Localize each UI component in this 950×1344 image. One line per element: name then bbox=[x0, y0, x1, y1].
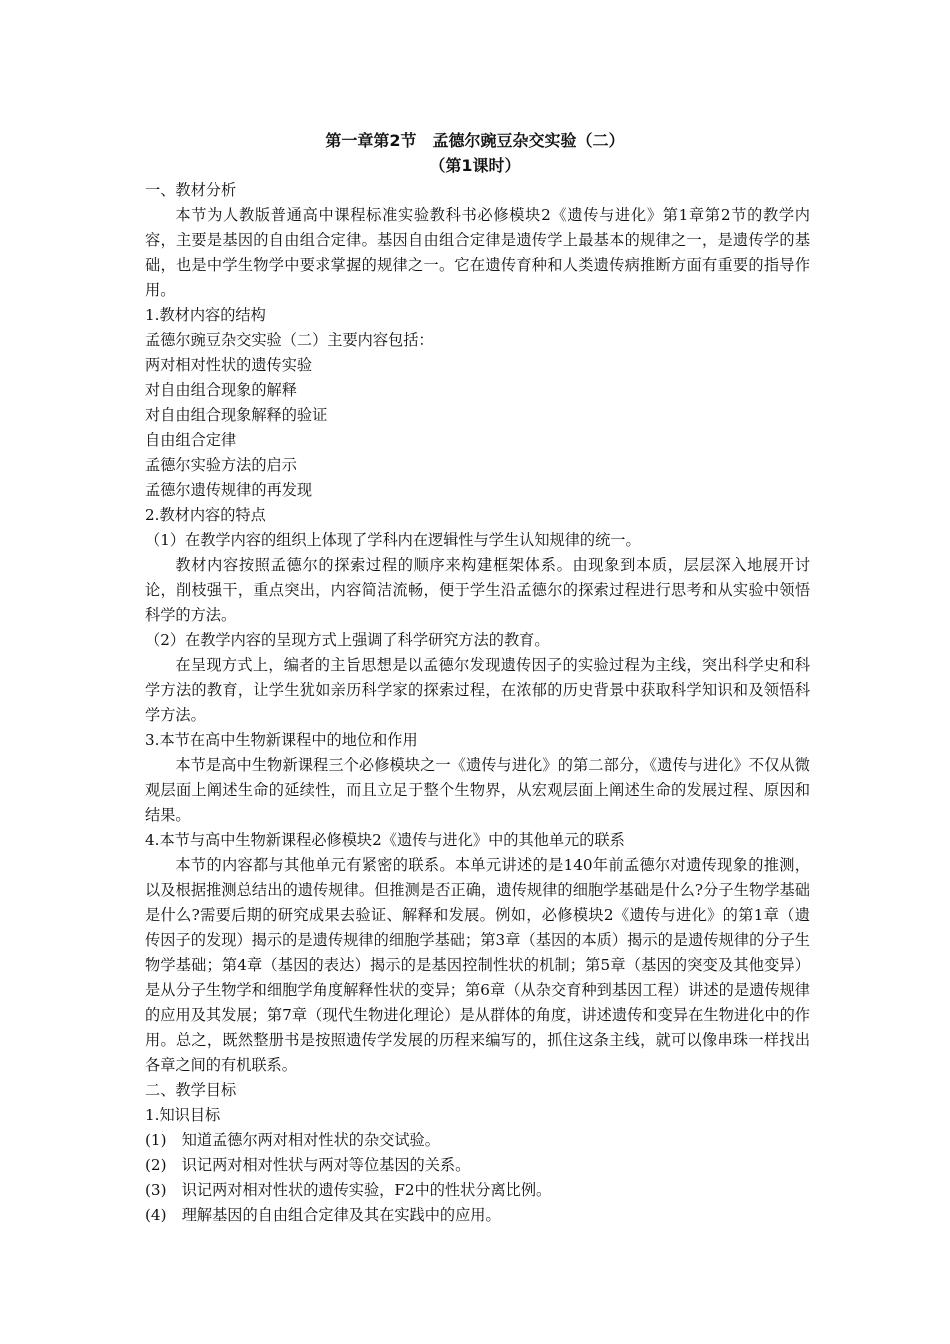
paragraph: 本节的内容都与其他单元有紧密的联系。本单元讲述的是140年前孟德尔对遗传现象的推测，以及根据推测总结出的遗传规律。但推测是否正确，遗传规律的细胞学基础是什么?分子生物学基础是什么?需要后期的研究成果去验证、解释和发展。例如，必修模块2《遗传与进化》的第1章（遗传因子的发现）揭示的是遗传规律的细胞学基础；第3章（基因的本质）揭示的是遗传规律的分子生物学基础；第4章（基因的表达）揭示的是基因控制性状的机制；第5章（基因的突变及其他变异）是从分子生物学和细胞学角度解释性状的变异；第6章（从杂交育种到基因工程）讲述的是遗传规律的应用及其发展；第7章（现代生物进化理论）是从群体的角度，讲述遗传和变异在生物进化中的作用。总之，既然整册书是按照遗传学发展的历程来编写的，抓住这条主线，就可以像串珠一样找出各章之间的有机联系。 bbox=[145, 856, 810, 1074]
list-item: (4) 理解基因的自由组合定律及其在实践中的应用。 bbox=[145, 1206, 501, 1224]
paragraph: 教材内容按照孟德尔的探索过程的顺序来构建框架体系。由现象到本质，层层深入地展开讨论，削枝强干，重点突出，内容简洁流畅，便于学生沿孟德尔的探索过程进行思考和从实验中领悟科学的方法。 bbox=[145, 556, 810, 624]
subsection-heading: 3.本节在高中生物新课程中的地位和作用 bbox=[145, 731, 418, 749]
subsection-heading: 4.本节与高中生物新课程必修模块2《遗传与进化》中的其他单元的联系 bbox=[145, 831, 625, 849]
subsection-heading: 1.知识目标 bbox=[145, 1106, 221, 1124]
section-heading: 二、教学目标 bbox=[145, 1081, 237, 1099]
list-item: (1) 知道孟德尔两对相对性状的杂交试验。 bbox=[145, 1131, 440, 1149]
list-item: 对自由组合现象解释的验证 bbox=[145, 406, 328, 424]
document-subtitle: （第1课时） bbox=[429, 156, 521, 175]
subsection-heading: 1.教材内容的结构 bbox=[145, 306, 266, 324]
section-heading: 一、教材分析 bbox=[145, 181, 237, 199]
paragraph: 孟德尔豌豆杂交实验（二）主要内容包括： bbox=[145, 331, 434, 349]
subsection-heading: 2.教材内容的特点 bbox=[145, 506, 266, 524]
list-item: (3) 识记两对相对性状的遗传实验，F2中的性状分离比例。 bbox=[145, 1181, 552, 1199]
paragraph: 在呈现方式上，编者的主旨思想是以孟德尔发现遗传因子的实验过程为主线，突出科学史和科学方法的教育，让学生犹如亲历科学家的探索过程，在浓郁的历史背景中获取科学知识和及领悟科学方法。 bbox=[145, 656, 810, 724]
list-item: 两对相对性状的遗传实验 bbox=[145, 356, 313, 374]
document-title: 第一章第2节 孟德尔豌豆杂交实验（二） bbox=[325, 131, 625, 150]
paragraph: 本节为人教版普通高中课程标准实验教科书必修模块2《遗传与进化》第1章第2节的教学内容，主要是基因的自由组合定律。基因自由组合定律是遗传学上最基本的规律之一，是遗传学的基础，也是中学生物学中要求掌握的规律之一。它在遗传育种和人类遗传病推断方面有重要的指导作用。 bbox=[145, 206, 810, 299]
point-heading: （2）在教学内容的呈现方式上强调了科学研究方法的教育。 bbox=[145, 631, 550, 649]
list-item: 孟德尔实验方法的启示 bbox=[145, 456, 297, 474]
list-item: 孟德尔遗传规律的再发现 bbox=[145, 481, 313, 499]
document-body bbox=[145, 178, 810, 1228]
point-heading: （1）在教学内容的组织上体现了学科内在逻辑性与学生认知规律的统一。 bbox=[145, 531, 641, 549]
list-item: 对自由组合现象的解释 bbox=[145, 381, 297, 399]
paragraph: 本节是高中生物新课程三个必修模块之一《遗传与进化》的第二部分，《遗传与进化》不仅从微观层面上阐述生命的延续性，而且立足于整个生物界，从宏观层面上阐述生命的发展过程、原因和结果。 bbox=[145, 756, 810, 824]
list-item: 自由组合定律 bbox=[145, 431, 237, 449]
list-item: (2) 识记两对相对性状与两对等位基因的关系。 bbox=[145, 1156, 471, 1174]
